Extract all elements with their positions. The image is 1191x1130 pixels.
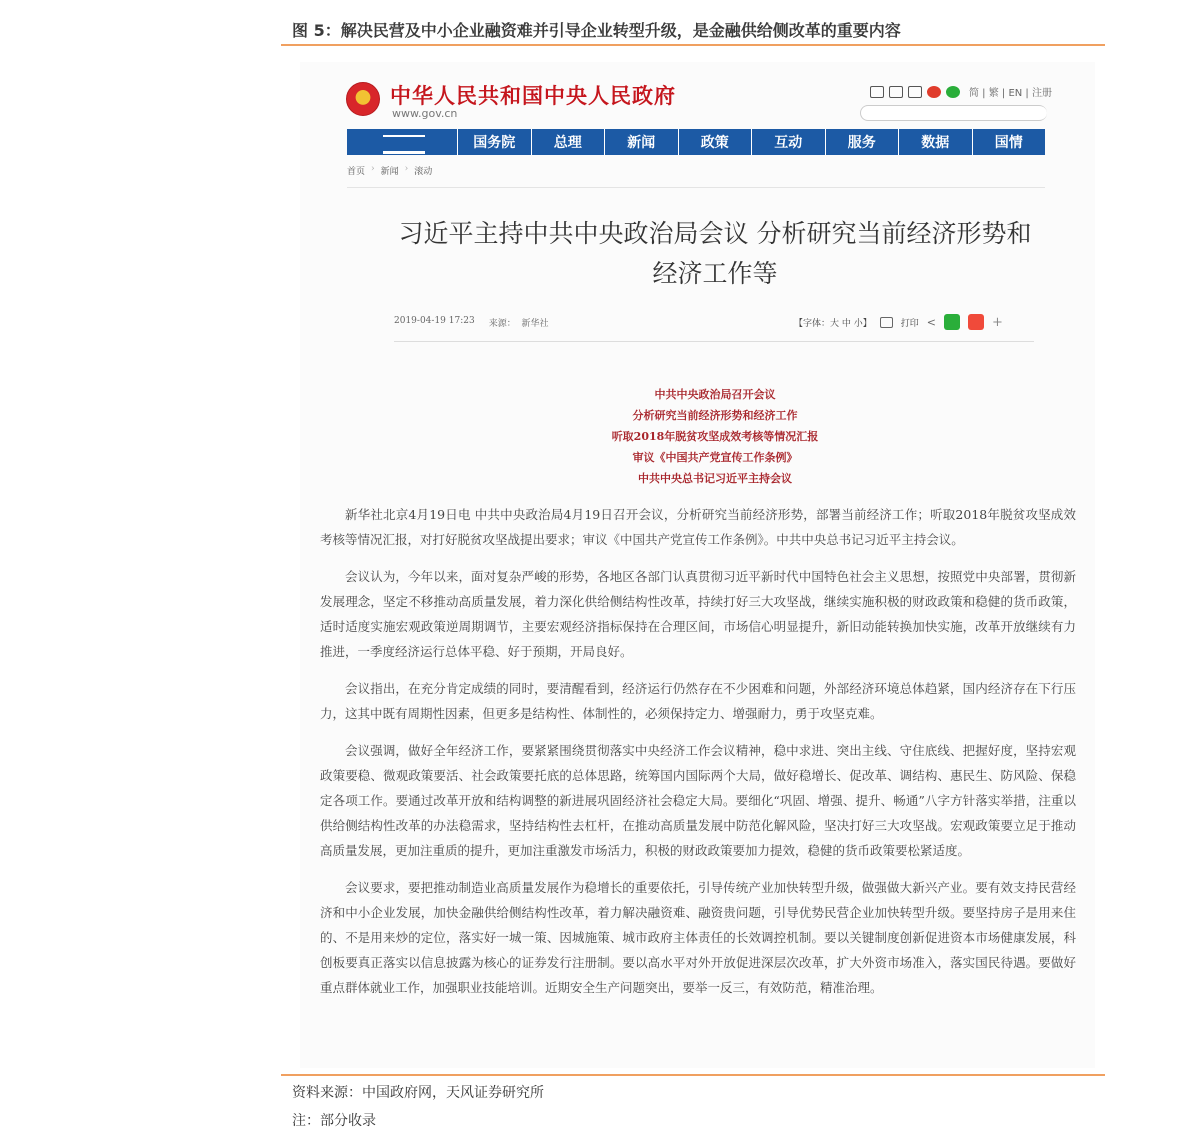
search-input[interactable] [860,105,1047,121]
article-source [489,316,549,329]
top-tools [870,84,1052,99]
nav-item-interaction[interactable]: 互动 [752,129,826,155]
breadcrumb-rolling[interactable]: 滚动 [414,167,433,177]
meta-divider [394,341,1034,342]
source-label: 来源： [488,319,516,329]
figure-source: 资料来源：中国政府网，天风证券研究所 [292,1085,544,1101]
article-meta [394,316,548,329]
figure-title: 图 5：解决民营及中小企业融资难并引导企业转型升级，是金融供给侧改革的重要内容 [292,21,901,40]
site-url: www.gov.cn [392,107,458,120]
mail-icon[interactable] [870,86,884,98]
more-share-icon[interactable]: + [991,314,1003,330]
print-icon[interactable] [880,317,893,328]
article-actions [794,314,1003,330]
article-datetime: 2019-04-19 17:23 [394,316,475,326]
subhead-line: 中共中央总书记习近平主持会议 [638,472,792,485]
breadcrumb-news[interactable]: 新闻 [380,167,399,177]
subhead-line: 听取2018年脱贫攻坚成效考核等情况汇报 [611,430,819,443]
print-label[interactable]: 打印 [900,318,919,329]
nav-item-national-info[interactable]: 国情 [994,135,1023,151]
language-links[interactable]: 简 | 繁 | EN | 注册 [969,88,1052,99]
main-nav [347,129,1045,155]
wechat-share-icon[interactable] [944,314,960,330]
weibo-share-icon[interactable] [968,314,984,330]
nav-item-services[interactable]: 服务 [826,129,900,155]
article-paragraph: 会议指出，在充分肯定成绩的同时，要清醒看到，经济运行仍然存在不少困难和问题，外部经济环境总体趋紧，国内经济存在下行压力，这其中既有周期性因素，但更多是结构性、体制性的，必须保持定力、增强耐力，勇于攻坚克难。 [320,681,1076,721]
article-headline: 习近平主持中共中央政治局会议 分析研究当前经济形势和经济工作等 [398,219,1032,288]
subhead-line: 分析研究当前经济形势和经济工作 [632,409,798,422]
source-name: 新华社 [521,319,549,329]
building-icon [383,135,425,154]
share-icon[interactable]: < [926,315,936,329]
wechat-icon[interactable] [946,86,960,98]
subhead-line: 中共中央政治局召开会议 [654,388,776,401]
article-paragraph: 会议强调，做好全年经济工作，要紧紧围绕贯彻落实中央经济工作会议精神，稳中求进、突出主线、守住底线、把握好度，坚持宏观政策要稳、微观政策要活、社会政策要托底的总体思路，统筹国内国际两个大局，做好稳增长、促改革、调结构、惠民生、防风险、保稳定各项工作。要通过改革开放和结构调整的新进展巩固经济社会稳定大局。要细化“巩固、增强、提升、畅通”八字方针落实举措，注重以供给侧结构性改革的办法稳需求，坚持结构性去杠杆，在推动高质量发展中防范化解风险，坚决打好三大攻坚战。宏观政策要立足于推动高质量发展，更加注重质的提升，更加注重激发市场活力，积极的财政政策要加力提效，稳健的货币政策要松紧适度。 [320,743,1076,858]
nav-item-state-council[interactable]: 国务院 [458,129,532,155]
top-rule [281,44,1105,46]
article-paragraph: 会议要求，要把推动制造业高质量发展作为稳增长的重要依托，引导传统产业加快转型升级，做强做大新兴产业。要有效支持民营经济和中小企业发展，加快金融供给侧结构性改革，着力解决融资难、融资贵问题，引导优势民营企业加快转型升级。要坚持房子是用来住的、不是用来炒的定位，落实好一城一策、因城施策、城市政府主体责任的长效调控机制。要以关键制度创新促进资本市场健康发展，科创板要真正落实以信息披露为核心的证券发行注册制。要以高水平对外开放促进深层次改革，扩大外资市场准入，落实国民待遇。要做好重点群体就业工作，加强职业技能培训。近期安全生产问题突出，要举一反三，有效防范，精准治理。 [320,880,1076,995]
embedded-screenshot [300,62,1095,1068]
breadcrumb [347,164,432,177]
mobile-icon[interactable] [908,86,922,98]
article-subheads [390,384,1040,489]
site-title: 中华人民共和国中央人民政府 [390,83,676,108]
figure-note: 注：部分收录 [292,1113,376,1129]
nav-item-policy[interactable]: 政策 [679,129,753,155]
breadcrumb-divider [347,187,1045,188]
article-paragraph: 会议认为，今年以来，面对复杂严峻的形势，各地区各部门认真贯彻习近平新时代中国特色社会主义思想，按照党中央部署，贯彻新发展理念，坚定不移推动高质量发展，着力深化供给侧结构性改革，持续打好三大攻坚战，继续实施积极的财政政策和稳健的货币政策，适时适度实施宏观政策逆周期调节，主要宏观经济指标保持在合理区间，市场信心明显提升，新旧动能转换加快实施，改革开放继续有力推进，一季度经济运行总体平稳、好于预期，开局良好。 [320,569,1076,659]
nav-item-premier[interactable]: 总理 [532,129,606,155]
article-paragraph: 新华社北京4月19日电 中共中央政治局4月19日召开会议，分析研究当前经济形势，部署当前经济工作；听取2018年脱贫攻坚成效考核等情况汇报，对打好脱贫攻坚战提出要求；审议《中国共产党宣传工作条例》。中共中央总书记习近平主持会议。 [320,507,1076,547]
nav-item-data[interactable]: 数据 [899,129,973,155]
bottom-rule [281,1074,1105,1076]
chevron-right-icon: › [404,164,409,174]
font-size-control[interactable]: 【字体：大 中 小】 [794,318,872,329]
nav-item-news[interactable]: 新闻 [605,129,679,155]
weibo-icon[interactable] [927,86,941,98]
nav-home[interactable] [347,129,458,155]
chevron-right-icon: › [371,164,375,174]
breadcrumb-home[interactable]: 首页 [347,167,366,177]
article-body [320,502,1076,1012]
subhead-line: 审议《中国共产党宣传工作条例》 [632,451,798,464]
rss-icon[interactable] [889,86,903,98]
national-emblem-icon [346,82,380,116]
